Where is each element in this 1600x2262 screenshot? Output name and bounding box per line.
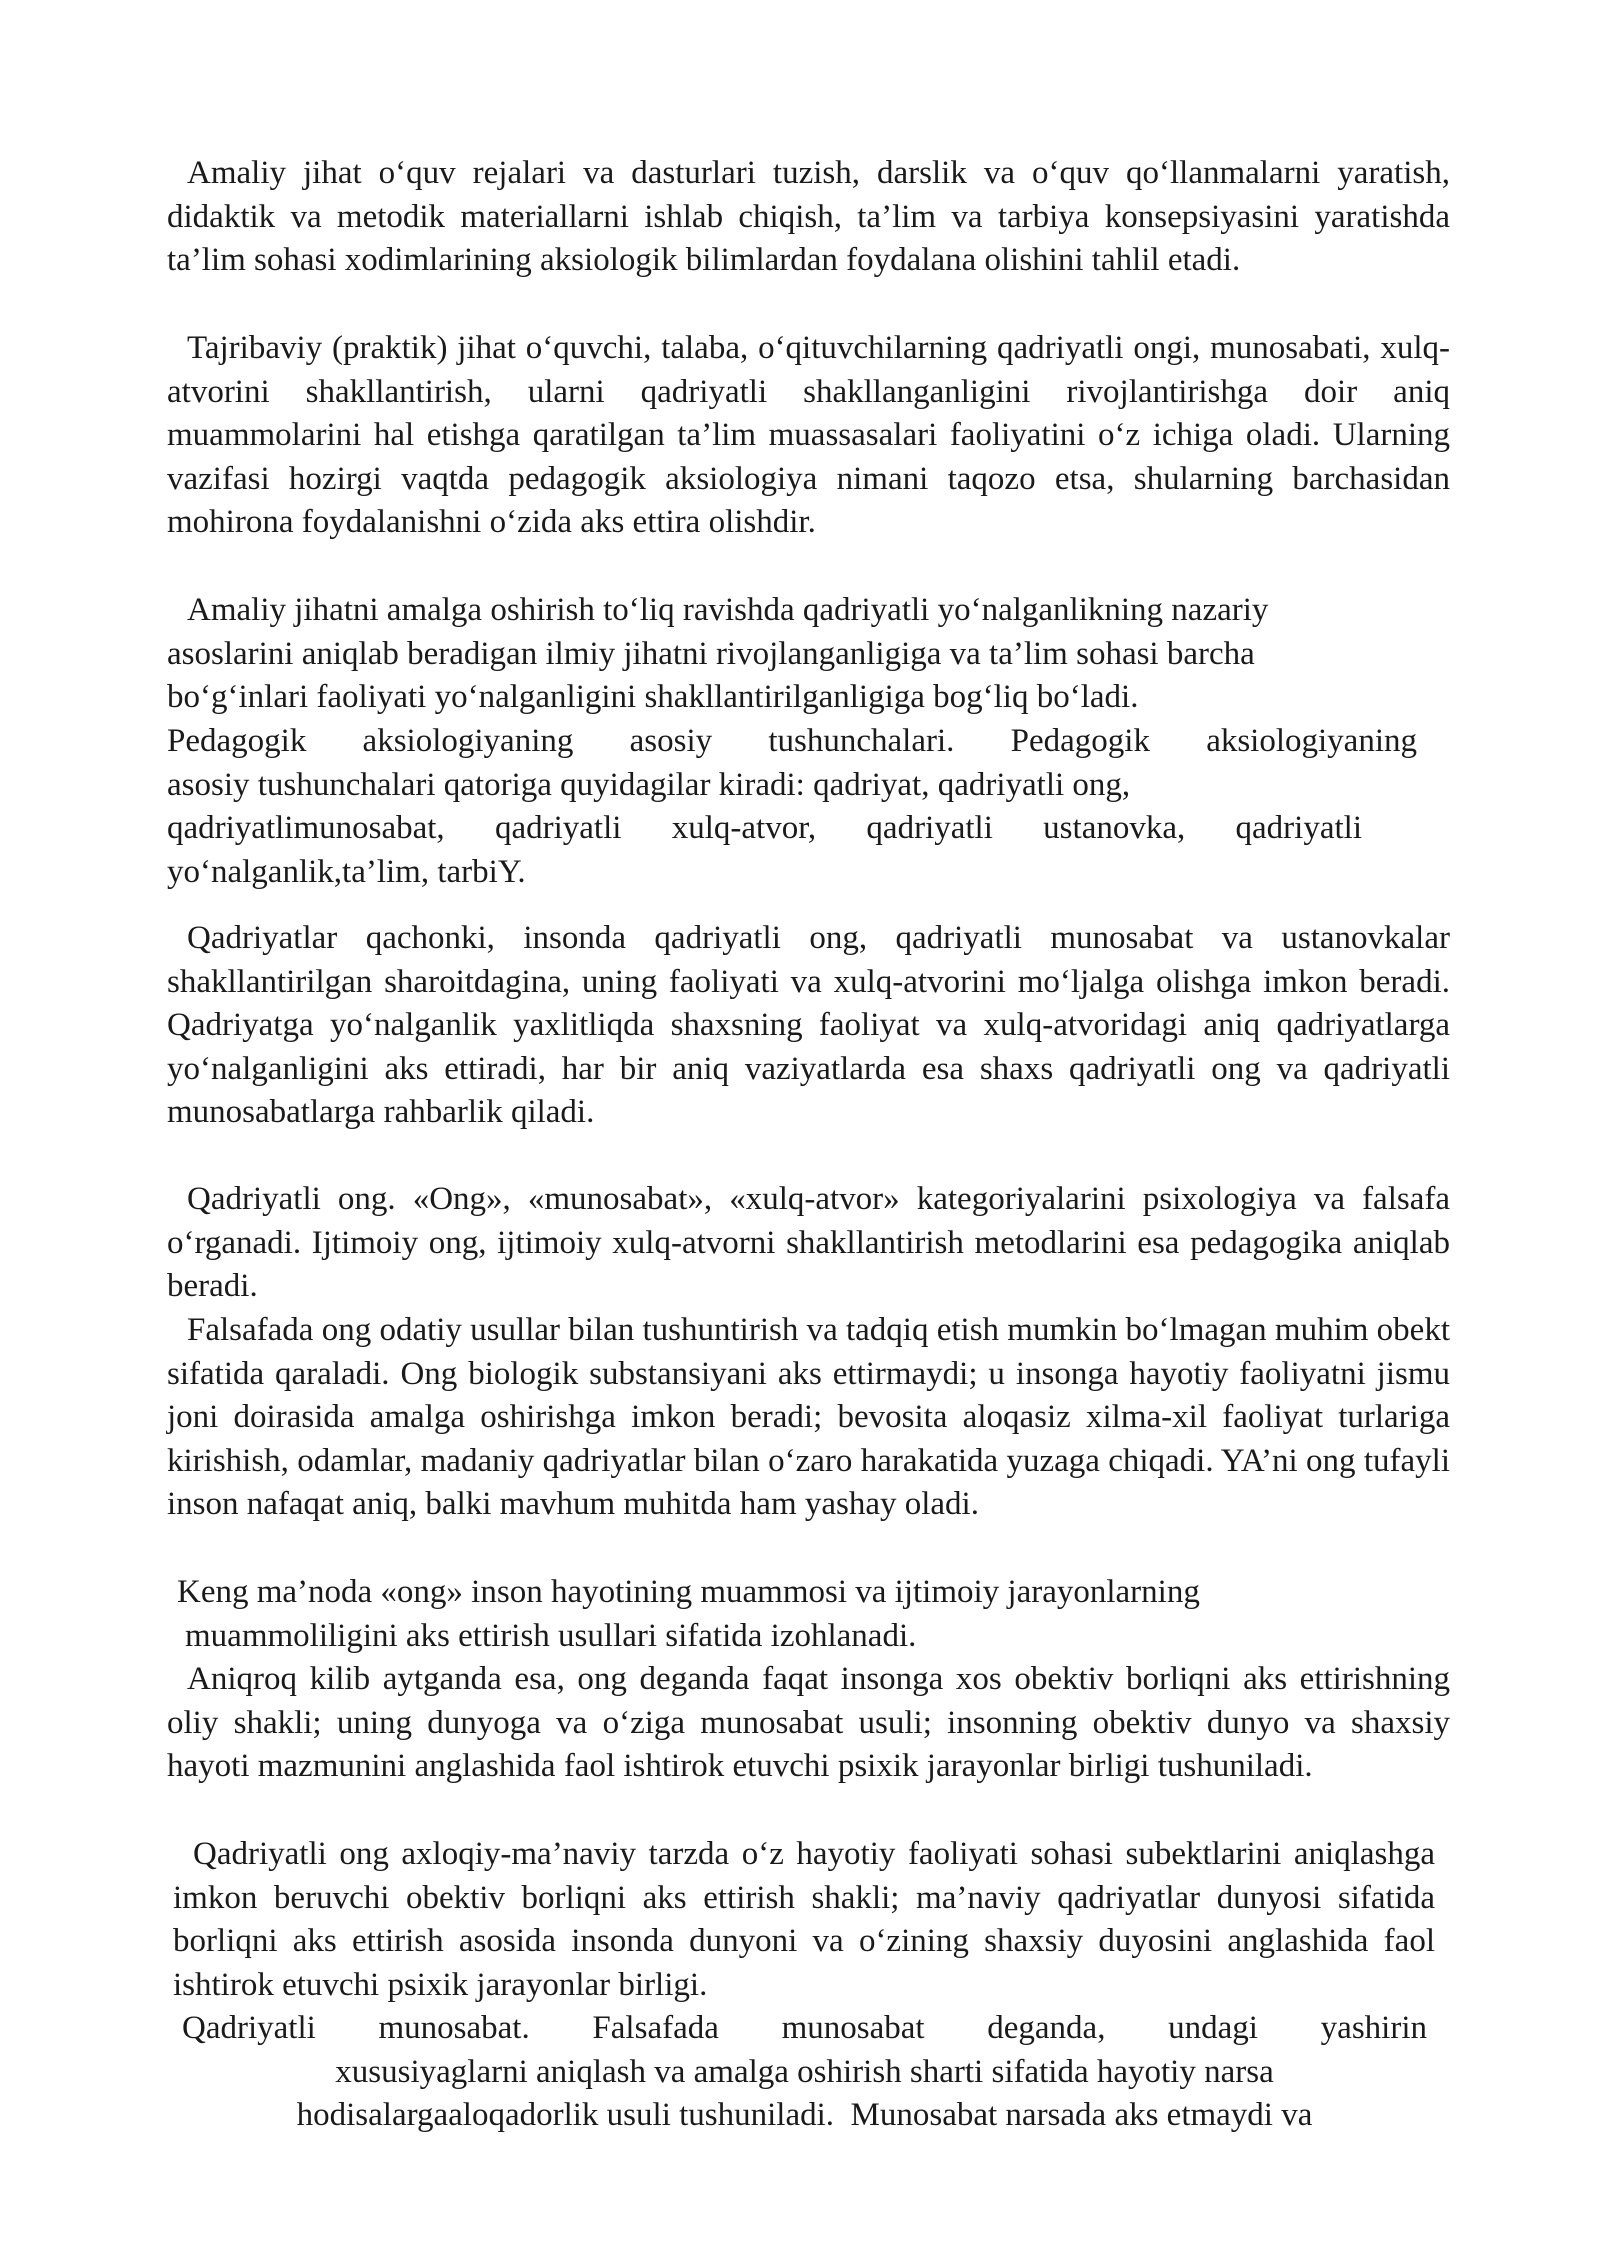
paragraph-broad-meaning bbox=[177, 1571, 1460, 1658]
paragraph-text: Qadriyatli ong axloqiy-ma’naviy tarzda o‘z hayotiy faoliyati sohasi subektlarini aniqlashga imkon beruvchi obektiv borliqni aks ettirish shakli; ma’naviy qadriyatlar dunyosi sifatida borliqni aks ettirish asosida insonda dunyoni va o‘zining shaxsiy duyosini anglashida faol ishtirok etuvchi psixik jarayonlar birligi. bbox=[173, 1836, 1435, 2003]
paragraph-text: Qadriyatli ong. «Ong», «munosabat», «xulq-atvor» kategoriyalarini psixologiya va falsafa o‘rganadi. Ijtimoiy ong, ijtimoiy xulq-atvorni shakllantirish metodlarini esa pedagogika aniqlab beradi. bbox=[167, 1181, 1450, 1305]
paragraph-value-relation bbox=[182, 2007, 1427, 2138]
text-line: asoslarini aniqlab beradigan ilmiy jihatni rivojlanganligiga va ta’lim sohasi barcha bbox=[167, 635, 1255, 672]
text-line: asosiy tushunchalari qatoriga quyidagilar kiradi: qadriyat, qadriyatli ong, bbox=[167, 766, 1131, 803]
paragraph-applied-implementation bbox=[167, 589, 1450, 720]
text-line: Qadriyatli munosabat. Falsafada munosabat deganda, undagi yashirin bbox=[182, 2010, 1427, 2046]
text-line: Amaliy jihatni amalga oshirish to‘liq ravishda qadriyatli yo‘nalganlikning nazariy bbox=[187, 592, 1269, 628]
paragraph-value-consciousness-definition bbox=[173, 1833, 1435, 2007]
text-line: xususiyaglarni aniqlash va amalga oshirish sharti sifatida hayotiy narsa bbox=[335, 2053, 1274, 2090]
text-line: yo‘nalganlik,ta’lim, tarbiY. bbox=[167, 853, 526, 890]
text-line: bo‘g‘inlari faoliyati yo‘nalganligini shakllantirilganligiga bog‘liq bo‘ladi. bbox=[167, 679, 1139, 716]
paragraph-text: Tajribaviy (praktik) jihat o‘quvchi, talaba, o‘qituvchilarning qadriyatli ongi, munosabati, xulq-atvorini shakllantirish, ularni qadriyatli shakllanganligini rivojlantirishga doir aniq muammolarini hal etishga qaratilgan ta’lim muassasalari faoliyatini o‘z ichiga oladi. Ularning vazifasi hozirgi vaqtda pedagogik aksiologiya nimani taqozo etsa, shularning barchasidan mohirona foydalanishni o‘zida aks ettira olishdir. bbox=[167, 330, 1450, 541]
paragraph-applied-aspect bbox=[167, 152, 1450, 283]
paragraph-practical-aspect bbox=[167, 327, 1450, 545]
paragraph-text: Aniqroq kilib aytganda esa, ong deganda faqat insonga xos obektiv borliqni aks ettirishning oliy shakli; uning dunyoga va o‘ziga munosabat usuli; insonning obektiv dunyo va shaxsiy hayoti mazmunini anglashida faol ishtirok etuvchi psixik jarayonlar birligi tushuniladi. bbox=[167, 1661, 1450, 1785]
paragraph-text: Amaliy jihat o‘quv rejalari va dasturlari tuzish, darslik va o‘quv qo‘llanmalarni yaratish, didaktik va metodik materiallarni ishlab chiqish, ta’lim va tarbiya konsepsiyasini yaratishda ta’lim sohasi xodimlarining aksiologik bilimlardan foydalana olishini tahlil etadi. bbox=[167, 155, 1450, 279]
text-line: Keng ma’noda «ong» inson hayotining muammosi va ijtimoiy jarayonlarning bbox=[177, 1574, 1200, 1610]
paragraph-precise-definition bbox=[167, 1658, 1450, 1789]
text-line: hodisalargaaloqadorlik usuli tushuniladi. Munosabat narsada aks etmaydi va bbox=[296, 2097, 1313, 2134]
text-line: qadriyatlimunosabat, qadriyatli xulq-atvor, qadriyatli ustanovka, qadriyatli bbox=[167, 810, 1362, 847]
paragraph-value-consciousness bbox=[167, 1178, 1450, 1309]
paragraph-text: Falsafada ong odatiy usullar bilan tushuntirish va tadqiq etish mumkin bo‘lmagan muhim obekt sifatida qaraladi. Ong biologik substansiyani aks ettirmaydi; u insonga hayotiy faoliyatni jismu joni doirasida amalga oshirishga imkon beradi; bevosita aloqasiz xilma-xil faoliyat turlariga kirishish, odamlar, madaniy qadriyatlar bilan o‘zaro harakatida yuzaga chiqadi. YA’ni ong tufayli inson nafaqat aniq, balki mavhum muhitda ham yashay oladi. bbox=[167, 1312, 1450, 1523]
paragraph-philosophy-consciousness bbox=[167, 1309, 1450, 1527]
text-line: Pedagogik aksiologiyaning asosiy tushunchalari. Pedagogik aksiologiyaning bbox=[167, 723, 1417, 759]
paragraph-text: Qadriyatlar qachonki, insonda qadriyatli ong, qadriyatli munosabat va ustanovkalar shakllantirilgan sharoitdagina, uning faoliyati va xulq-atvorini mo‘ljalga olishga imkon beradi. Qadriyatga yo‘nalganlik yaxlitliqda shaxsning faoliyat va xulq-atvoridagi aniq qadriyatlarga yo‘nalganligini aks ettiradi, har bir aniq vaziyatlarda esa shaxs qadriyatli ong va qadriyatli munosabatlarga rahbarlik qiladi. bbox=[167, 920, 1450, 1131]
text-line: muammoliligini aks ettirish usullari sifatida izohlanadi. bbox=[185, 1617, 917, 1654]
paragraph-values bbox=[167, 917, 1450, 1135]
paragraph-basic-concepts bbox=[167, 720, 1417, 894]
